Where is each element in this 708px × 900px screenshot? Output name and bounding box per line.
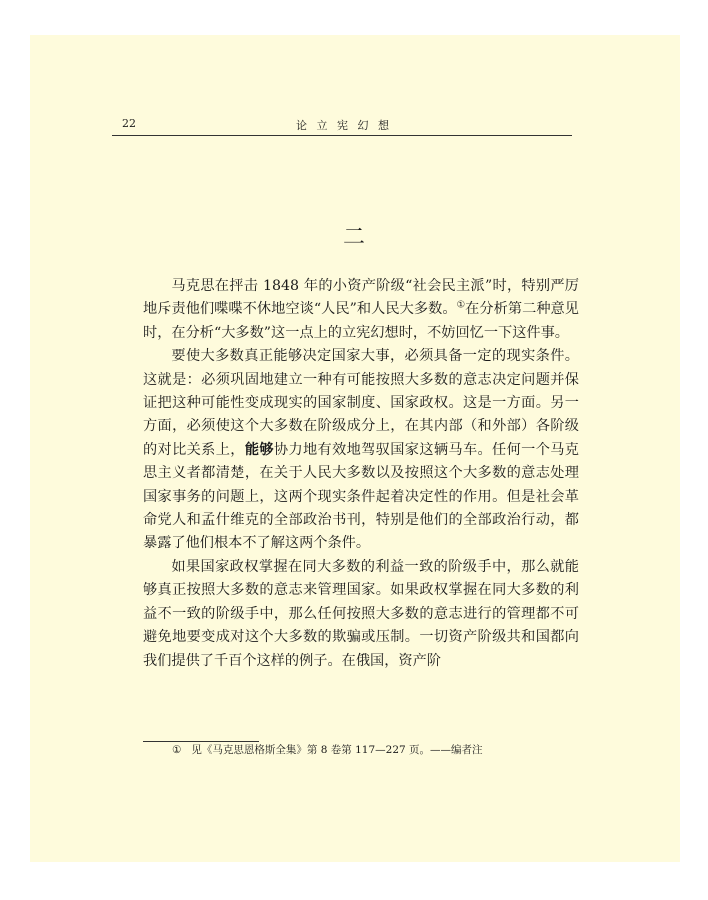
footnote-text: 见《马克思恩格斯全集》第 8 卷第 117—227 页。——编者注 (191, 744, 483, 756)
paragraph (143, 275, 579, 345)
paragraph-text: 在分析第二种意见时，在分析“大多数”这一点上的立宪幻想时，不妨回忆一下这件事。 (143, 301, 579, 341)
paragraph-text: 协力地有效地驾驭国家这辆马车。任何一个马克思主义者都清楚，在关于人民大多数以及按照这个大多数的意志处理国家事务的问题上，这两个现实条件起着决定性的作用。但是社会革命党人和孟什维克的全部政治书刊，特别是他们的全部政治行动，都暴露了他们根本不了解这两个条件。 (143, 441, 579, 552)
paragraph (143, 556, 579, 673)
paragraph-text: 马克思在抨击 1848 年的小资产阶级“社会民主派”时，特别严厉地斥责他们喋喋不休地空谈“人民”和人民大多数。 (143, 278, 579, 318)
section-heading: 二 (342, 225, 365, 250)
book-title: 论 立 宪 幻 想 (296, 119, 392, 132)
paragraph (143, 345, 579, 556)
page-number: 22 (122, 117, 136, 130)
emphasis-text: 能够 (244, 441, 274, 458)
body-text (143, 275, 579, 673)
footnote-reference[interactable]: ① (456, 299, 466, 311)
paragraph-text: 要使大多数真正能够决定国家大事，必须具备一定的现实条件。这就是：必须巩固地建立一种有可能按照大多数的意志决定问题并保证把这种可能性变成现实的国家制度、国家政权。这是一方面。另一方面，必须使这个大多数在阶级成分上，在其内部（和外部）各阶级的对比关系上， (143, 348, 579, 458)
paragraph-text: 如果国家政权掌握在同大多数的利益一致的阶级手中，那么就能够真正按照大多数的意志来管理国家。如果政权掌握在同大多数的利益不一致的阶级手中，那么任何按照大多数的意志进行的管理都不可避免地要变成对这个大多数的欺骗或压制。一切资产阶级共和国都向我们提供了千百个这样的例子。在俄国，资产阶 (143, 558, 579, 669)
footnote (172, 742, 483, 758)
running-head (112, 115, 572, 136)
footnote-mark: ① (172, 744, 182, 756)
